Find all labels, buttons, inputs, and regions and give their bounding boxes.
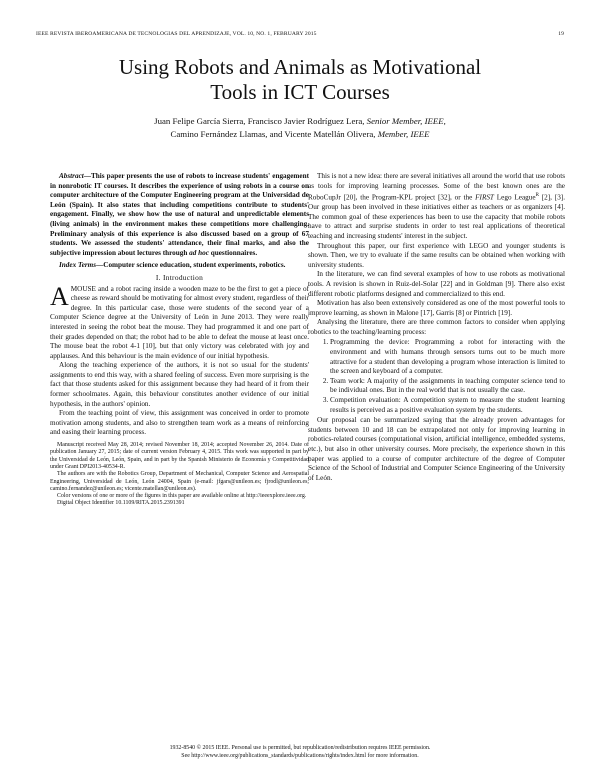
page-number: 19 — [558, 31, 564, 37]
abstract: Abstract—This paper presents the use of robots to increase students' engagement in nonrobotic IT courses. It describes the experience of using robots in a course on computer architecture of the Computer Engineering program at the Universidad de León (Spain). It also states that including competitions contribute to students' engagement. Finally, we show how the use of natural and unpredictable elements (living animals) in the environment makes these competitions more challenging. Preliminary analysis of this experience is also discussed based on a group of 67 students. We assessed the students' attendance, their final marks, and also the subjective impression about lectures through ad hoc questionnaires. — [50, 172, 309, 257]
copyright-line-2: See http://www.ieee.org/publications_standards/publications/rights/index.html for more information. — [181, 753, 419, 759]
author-line-1: Juan Felipe García Sierra, Francisco Javier Rodríguez Lera, Senior Member, IEEE, — [154, 116, 446, 126]
running-head — [36, 31, 564, 37]
journal-header: IEEE REVISTA IBEROAMERICANA DE TECNOLOGIAS DEL APRENDIZAJE, VOL. 10, NO. 1, FEBRUARY 2015 — [36, 31, 317, 37]
right-paragraph-4: Motivation has also been extensively considered as one of the most powerful tools to improve learning, as shown in Malone [17], Garris [8] or Pintrich [19]. — [308, 299, 565, 317]
right-column — [308, 172, 565, 483]
left-column — [50, 172, 309, 508]
author-role-2: Member, IEEE — [377, 128, 430, 139]
right-paragraph-2: Throughout this paper, our first experience with LEGO and younger students is shown. Then, we try to evaluate if the same results can be obtained when working with university students. — [308, 241, 565, 269]
footnote-manuscript: Manuscript received May 28, 2014; revised November 18, 2014; accepted November 26, 2014. Date of publication January 27, 2015; date of current version February 4, 2015. This work was supported in part by the Universidad de León, León, Spain, and in part by the Spanish Ministerio de Economía y Competitividad under Grant DPI2013-40534-R. — [50, 442, 309, 470]
list-item: 3. Competition evaluation: A competition system to measure the student learning results is perceived as a positive evaluation system by the students. — [330, 396, 565, 415]
factor-list — [308, 338, 565, 415]
title-line-2: Tools in ICT Courses — [210, 80, 390, 104]
right-paragraph-6: Our proposal can be summarized saying that the already proven advantages for students between 10 and 18 can be extrapolated not only for improving learning in robotics-related courses (computational vision, artificial intelligence, embedded systems, etc.), but also in other university courses. More precisely, the experience shown in this paper was applied to a course of computer architecture of the degree of Computer Science of the School of Industrial and Computer Science Engineering of the University of León. — [308, 416, 565, 482]
title-line-1: Using Robots and Animals as Motivational — [118, 55, 482, 79]
footnotes — [50, 442, 309, 508]
copyright-line-1: 1932-8540 © 2015 IEEE. Personal use is permitted, but republication/redistribution requires IEEE permission. — [169, 745, 431, 751]
intro-paragraph-3: From the teaching point of view, this assignment was conceived in order to promote motivation among students, and also to strengthen team work as a means of reinforcing and easing their learning process. — [50, 409, 309, 437]
footnote-color: Color versions of one or more of the figures in this paper are available online at http://ieeexplore.ieee.org. — [57, 493, 307, 500]
author-line-2: Camino Fernández Llamas, and Vicente Matellán Olivera, Member, IEEE — [170, 128, 430, 139]
right-paragraph-3: In the literature, we can find several examples of how to use robots as motivational tools. A revision is shown in Ruiz-del-Solar [22] and in Goldman [9]. There also exist different robotic platforms designed and commercialized to this end. — [308, 270, 565, 298]
author-list — [70, 115, 530, 140]
drop-cap: A — [50, 281, 69, 311]
list-item: 1. Programming the device: Programming a robot for interacting with the environment and with humans through sensors turns out to be much more attractive for a student than developing a program whose interaction is limited to the screen and keyboard of a computer. — [330, 338, 565, 376]
paper-title — [40, 55, 560, 105]
list-item: 2. Team work: A majority of the assignments in teaching computer science tend to be individual ones. But in the real world that is not usually the case. — [330, 377, 565, 396]
author-role-1: Senior Member, IEEE — [366, 116, 444, 126]
section-heading-introduction: I. Introduction — [155, 272, 204, 282]
footnote-doi: Digital Object Identifier 10.1109/RITA.2015.2391391 — [57, 500, 185, 507]
copyright-notice — [40, 744, 560, 760]
right-paragraph-1: This is not a new idea: there are several initiatives all around the world that use robots as tools for improving learning processes. Some of the best known ones are the RoboCupJr [20], the Program-KPL project [32], or the FIRST Lego League$^R$ [2], [3]. Our group has been involved in these initiatives either as teachers or as organizers [4]. The common goal of these experiences has been to use the capacity that mobile robots have to attract and surprise students in order to test real applications of theoretical teaching and increasing students' interest in the subject. — [308, 172, 565, 240]
intro-paragraph-1: AMOUSE and a robot racing inside a wooden maze to be the first to get a piece of cheese as reward should be motivating for almost every student, regardless of their degree. In this particular case, those were students of the second year of a Computer Science degree at the University of León in June 2013. They were really interested in seeing the robot beat the mouse. They had programmed it and one part of their grades depended on that; the robot had to be able to defeat the mouse at least once. The mouse beat the robot 4-1 [10], but that only victory was celebrated with joy and applauses. And this behaviour is the main evidence of our initial hypothesis. — [50, 281, 309, 360]
index-terms: Index Terms—Computer science education, student experiments, robotics. — [59, 261, 286, 270]
intro-paragraph-2: Along the teaching experience of the authors, it is not so usual for the students' assignments to end this way, with a shared feeling of success. Even more surprising is the fact that those students asked for this assignment because they had heard of it from their former schoolmates. Again, this behaviour constitutes another evidence of our initial hypothesis, in the authors' opinion. — [50, 361, 309, 408]
footnote-affiliation: The authors are with the Robotics Group, Department of Mechanical, Computer Science and Aerospatial Engineering, Universidad de León, León 24004, Spain (e-mail: jfgars@unileon.es; fjrodl@unileon.es; camino.fernandez@unileon.es; vicente.matellan@unileon.es). — [50, 471, 309, 492]
right-paragraph-5: Analysing the literature, there are three common factors to consider when applying robotics to the teaching/learning process: — [308, 318, 565, 336]
